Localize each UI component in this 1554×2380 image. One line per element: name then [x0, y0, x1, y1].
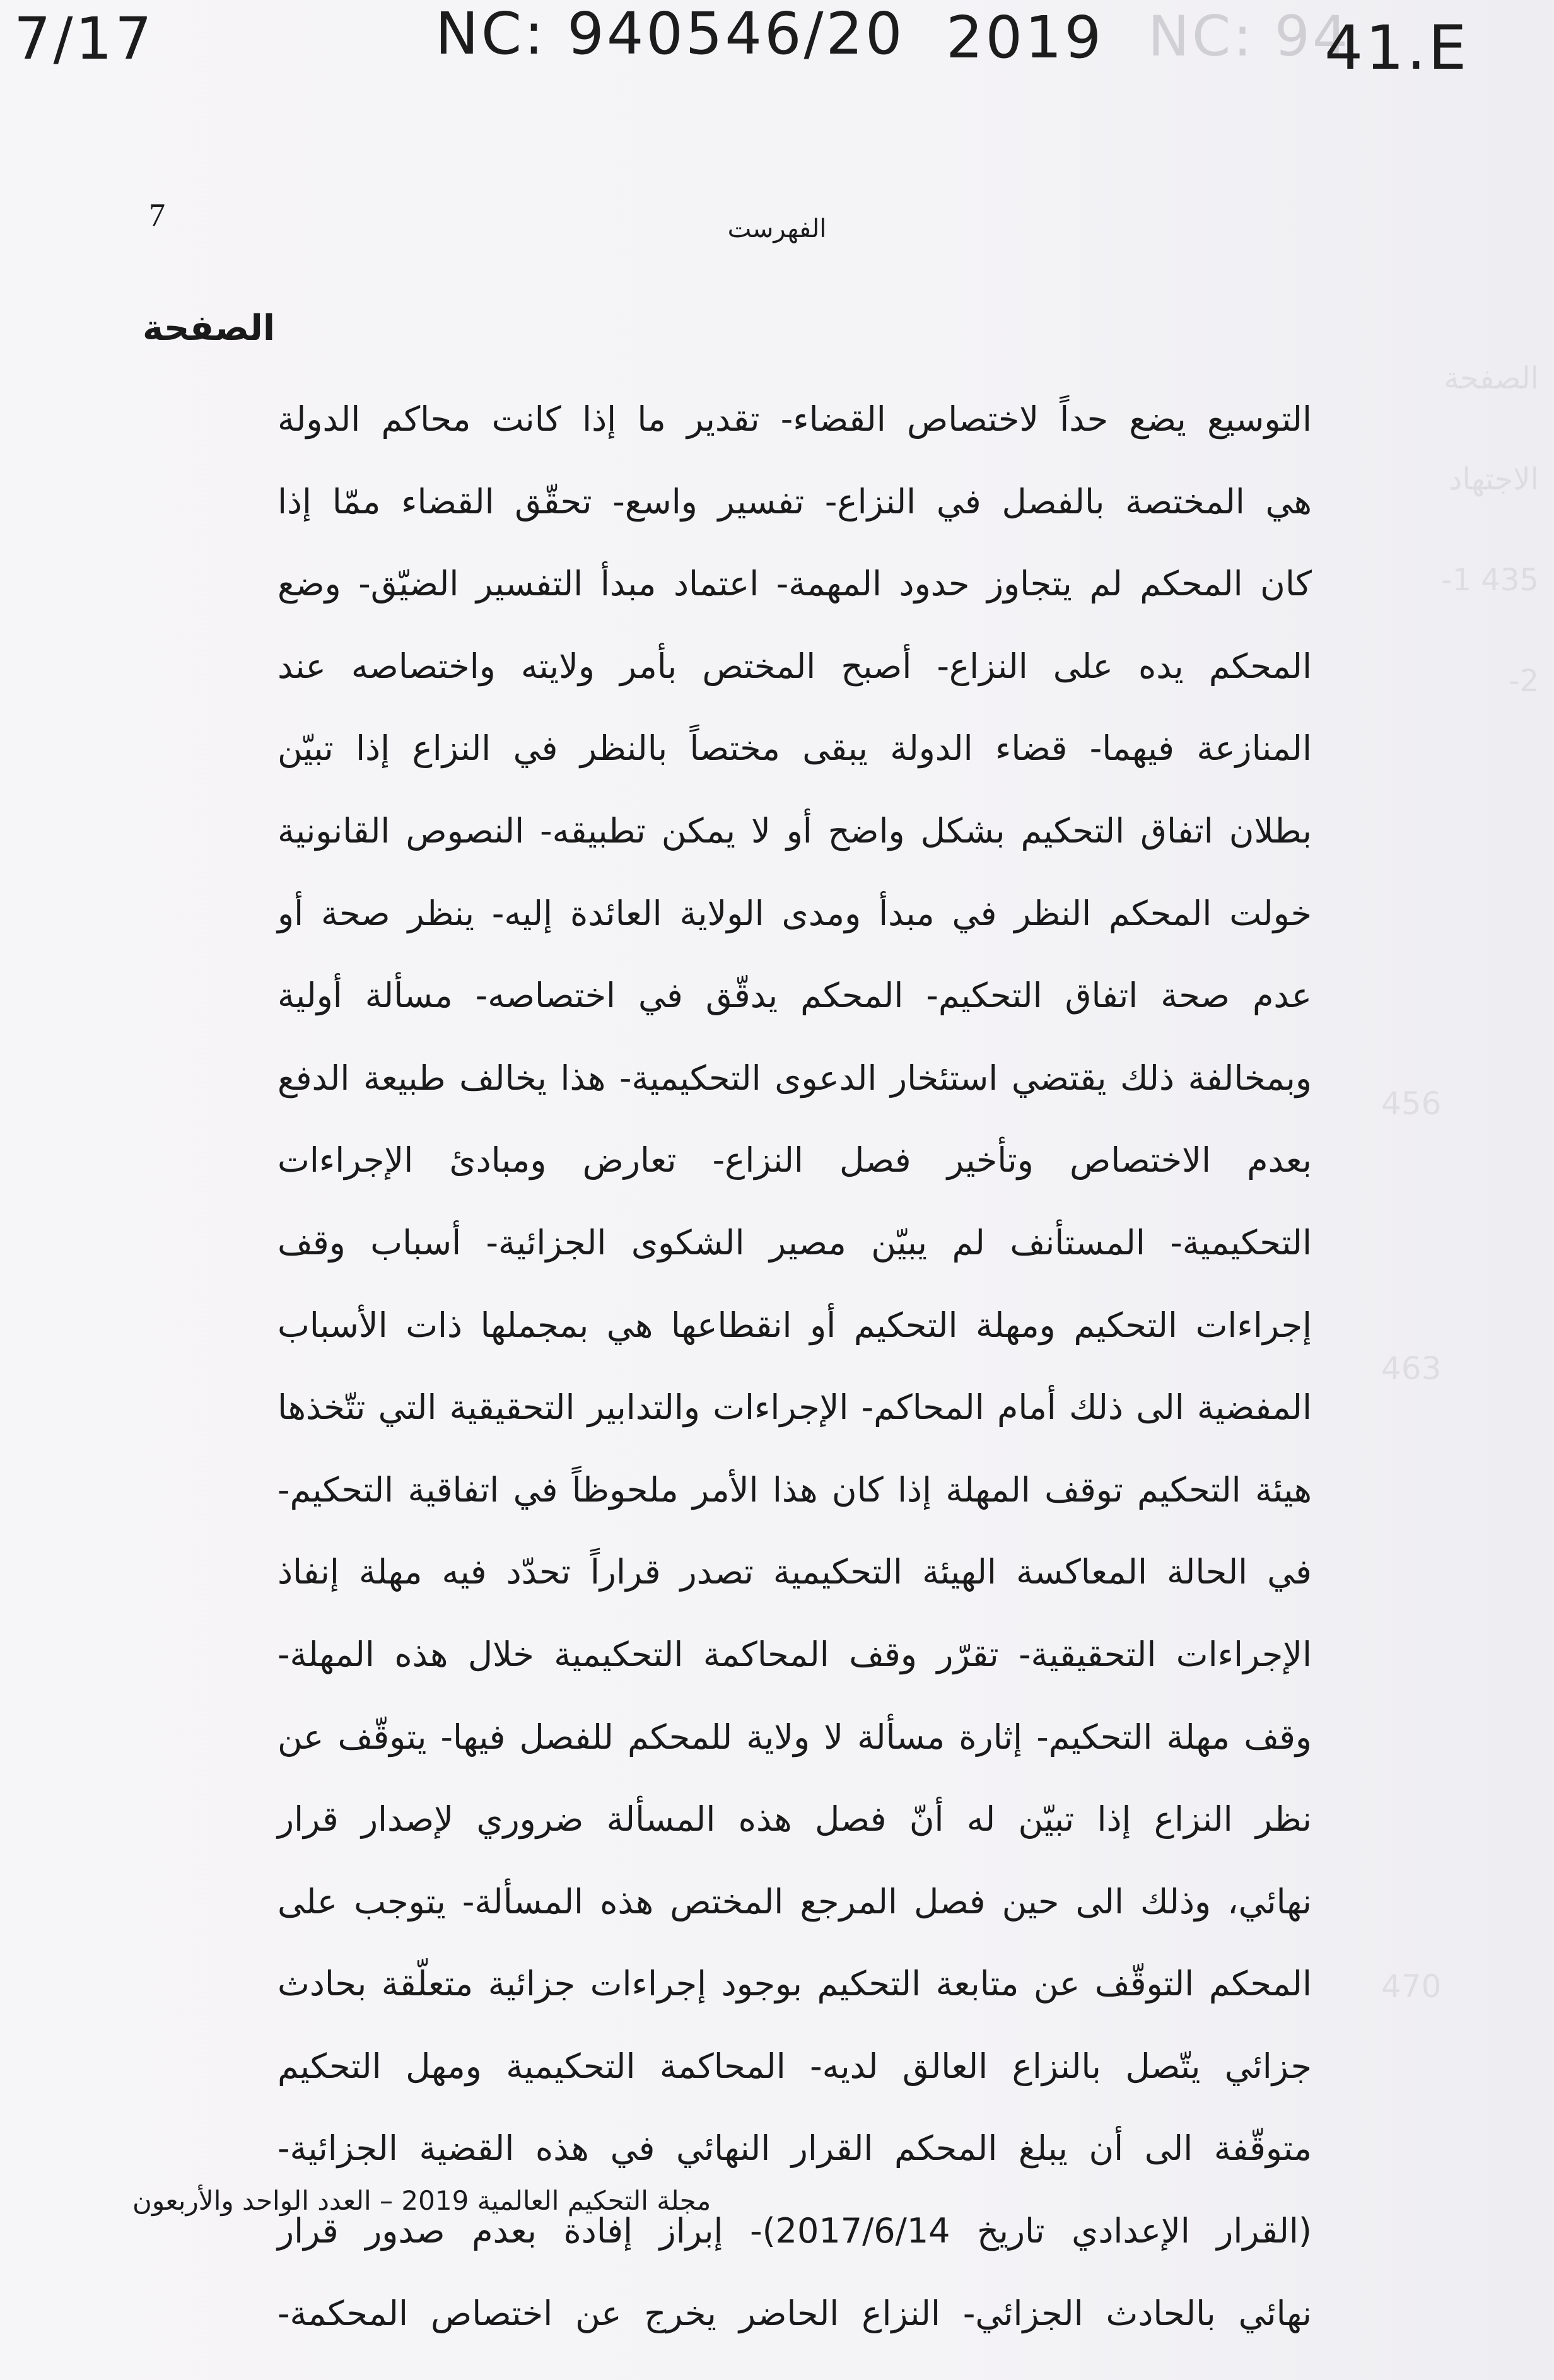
text-line: هي المختصة بالفصل في النزاع- تفسير واسع- تحقّق القضاء ممّا إذا — [278, 481, 1312, 522]
bleed-through-text: الصفحة الاجتهاد 435 1- 2- — [1441, 361, 1539, 699]
journal-footer: مجلة التحكيم العالمية 2019 – العدد الواحد والأربعون — [132, 2185, 711, 2216]
text-line: المحكم التوقّف عن متابعة التحكيم بوجود إجراءات جزائية متعلّقة بحادث — [278, 1964, 1312, 2004]
text-line: التحكيمية- المستأنف لم يبيّن مصير الشكوى الجزائية- أسباب وقف — [278, 1222, 1312, 1263]
text-line: وقف مهلة التحكيم- إثارة مسألة لا ولاية للمحكم للفصل فيها- يتوقّف عن — [278, 1717, 1312, 1757]
text-line: (القرار الإعدادي تاريخ 2017/6/14)- إبراز إفادة بعدم صدور قرار — [278, 2211, 1312, 2251]
text-line: التوسيع يضع حداً لاختصاص القضاء- تقدير ما إذا كانت محاكم الدولة — [278, 399, 1312, 439]
text-line: عدم صحة اتفاق التحكيم- المحكم يدقّق في اختصاصه- مسألة أولية — [278, 976, 1312, 1016]
text-line: المفضية الى ذلك أمام المحاكم- الإجراءات والتدابير التحقيقية التي تتّخذها — [278, 1387, 1312, 1428]
text-line: وبمخالفة ذلك يقتضي استئخار الدعوى التحكيمية- هذا يخالف طبيعة الدفع — [278, 1058, 1312, 1098]
handwritten-case-number: NC: 940546/20 — [435, 0, 905, 67]
text-line: متوقّفة الى أن يبلغ المحكم القرار النهائي في هذه القضية الجزائية- — [278, 2128, 1312, 2169]
text-line: نظر النزاع إذا تبيّن له أنّ فصل هذه المسألة ضروري لإصدار قرار — [278, 1799, 1312, 1840]
text-line: الإجراءات التحقيقية- تقرّر وقف المحاكمة التحكيمية خلال هذه المهلة- — [278, 1634, 1312, 1674]
text-line: في الحالة المعاكسة الهيئة التحكيمية تصدر قراراً تحدّد فيه مهلة إنفاذ — [278, 1552, 1312, 1592]
text-line: نهائي بالحادث الجزائي- النزاع الحاضر يخرج عن اختصاص المحكمة- — [278, 2293, 1312, 2333]
page-column-label: الصفحة — [143, 308, 276, 349]
text-line: نهائي، وذلك الى حين فصل المرجع المختص هذه المسألة- يتوجب على — [278, 1881, 1312, 1922]
index-text-body — [278, 378, 1312, 2355]
text-line: المحكم يده على النزاع- أصبح المختص بأمر ولايته واختصاصه عند — [278, 646, 1312, 686]
text-line: بطلان اتفاق التحكيم بشكل واضح أو لا يمكن تطبيقه- النصوص القانونية — [278, 810, 1312, 851]
handwritten-ghost-mark: NC: 94 — [1148, 4, 1350, 69]
handwritten-year: 2019 — [946, 4, 1104, 71]
text-line: المنازعة فيهما- قضاء الدولة يبقى مختصاً بالنظر في النزاع إذا تبيّن — [278, 728, 1312, 769]
text-line: خولت المحكم النظر في مبدأ ومدى الولاية العائدة إليه- ينظر صحة أو — [278, 893, 1312, 933]
text-line: إجراءات التحكيم ومهلة التحكيم أو انقطاعها هي بمجملها ذات الأسباب — [278, 1305, 1312, 1345]
handwritten-mark-right: 41.E — [1324, 13, 1469, 83]
handwritten-mark-left: 7/17 — [14, 5, 155, 73]
page-number: 7 — [149, 197, 165, 233]
bleed-through-numbers: 456 463 470 — [1381, 1085, 1442, 2005]
text-line: جزائي يتّصل بالنزاع العالق لديه- المحاكمة التحكيمية ومهل التحكيم — [278, 2046, 1312, 2086]
text-line: هيئة التحكيم توقف المهلة إذا كان هذا الأمر ملحوظاً في اتفاقية التحكيم- — [278, 1469, 1312, 1510]
text-line: كان المحكم لم يتجاوز حدود المهمة- اعتماد مبدأ التفسير الضيّق- وضع — [278, 564, 1312, 604]
running-head: الفهرست — [727, 214, 827, 243]
text-line: بعدم الاختصاص وتأخير فصل النزاع- تعارض ومبادئ الإجراءات — [278, 1140, 1312, 1181]
